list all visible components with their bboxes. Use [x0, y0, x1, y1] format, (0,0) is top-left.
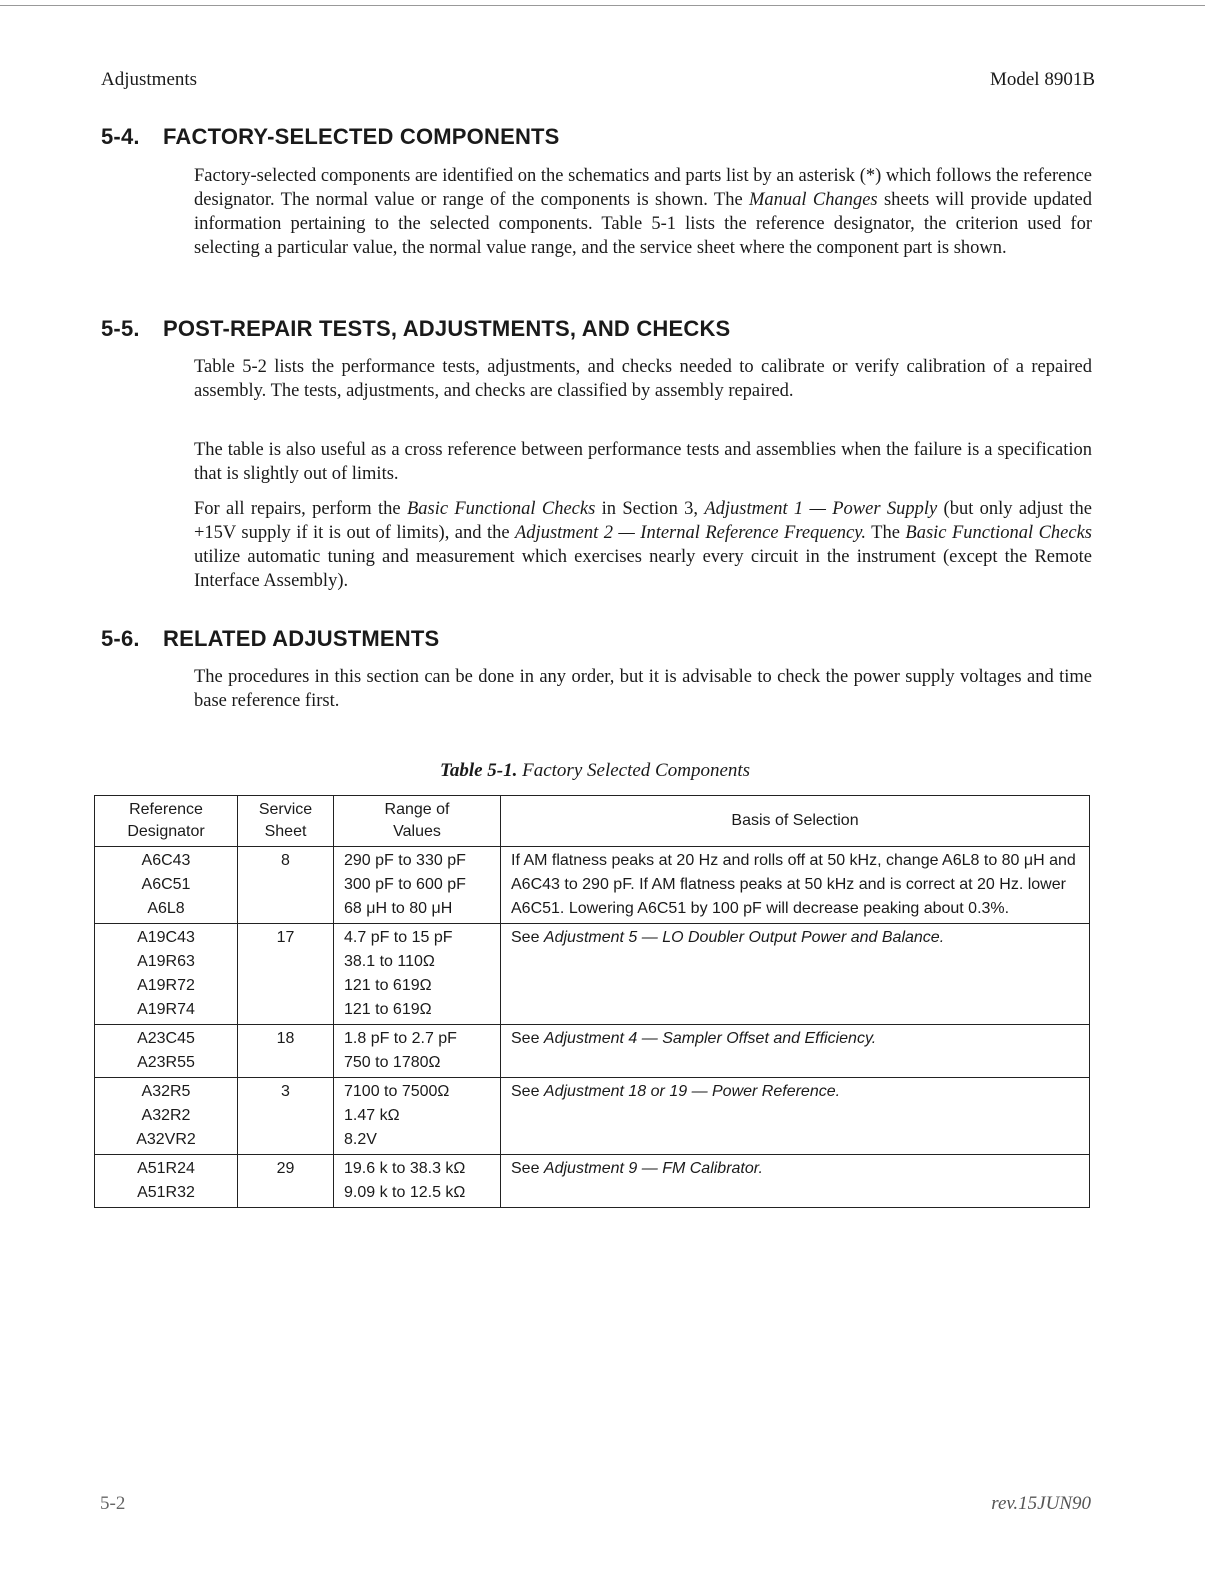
service-sheet: 29: [276, 1160, 295, 1177]
text-run: utilize automatic tuning and measurement which exercises nearly every circuit in the instrument (except the Remote Interface Assembly).: [194, 547, 1092, 591]
range-value: 19.6 k to 38.3 kΩ: [344, 1160, 466, 1177]
paragraph: [194, 355, 1092, 403]
table-caption-label: Table 5-1.: [439, 760, 518, 781]
range-of-values-cell: [334, 924, 501, 1025]
revision-date: rev.15JUN90: [991, 1493, 1091, 1514]
header-line: Range of: [384, 801, 450, 818]
service-sheet-cell: [238, 847, 334, 924]
reference-designator: A32R5: [141, 1083, 191, 1100]
range-value: 68 μH to 80 μH: [344, 900, 453, 917]
italic-text-run: Adjustment 9 — FM Calibrator.: [543, 1160, 763, 1177]
header-reference-designator: [95, 796, 238, 847]
basis-of-selection-cell: [501, 1155, 1090, 1208]
text-run: For all repairs, perform the: [194, 499, 407, 519]
text-run: See: [511, 1030, 544, 1047]
paragraph: [194, 497, 1092, 593]
reference-designator: A19C43: [137, 929, 195, 946]
italic-text-run: Adjustment 1 — Power Supply: [704, 499, 938, 519]
text-run: (but only adjust the +15V supply if it is out of limits), and the: [194, 499, 1092, 543]
reference-designator: A19R72: [137, 977, 195, 994]
service-sheet: 8: [281, 852, 290, 869]
text-run: The procedures in this section can be done in any order, but it is advisable to check the power supply voltages and time base reference first.: [194, 667, 1092, 711]
header-line: Reference: [129, 801, 203, 818]
reference-designator: A6L8: [147, 900, 185, 917]
italic-text-run: Basic Functional Checks: [905, 523, 1092, 543]
header-basis-of-selection: Basis of Selection: [501, 796, 1090, 847]
header-line: Values: [393, 823, 441, 840]
reference-designator-cell: [95, 847, 238, 924]
service-sheet: 3: [281, 1083, 290, 1100]
range-value: 750 to 1780Ω: [344, 1054, 441, 1071]
section-number: 5-5.: [101, 316, 140, 341]
service-sheet: 17: [276, 929, 295, 946]
reference-designator: A19R74: [137, 1001, 195, 1018]
table-caption-text: Factory Selected Components: [522, 760, 751, 781]
table-row: [95, 1078, 1090, 1155]
range-of-values-cell: [334, 1078, 501, 1155]
italic-text-run: Adjustment 4 — Sampler Offset and Efficiency.: [543, 1030, 877, 1047]
running-header-section: Adjustments: [101, 69, 198, 90]
text-run: See: [511, 1160, 544, 1177]
reference-designator: A51R32: [137, 1184, 195, 1201]
page-number: 5-2: [100, 1493, 126, 1514]
range-of-values-cell: [334, 1025, 501, 1078]
range-value: 121 to 619Ω: [344, 1001, 432, 1018]
header-range-of-values: [334, 796, 501, 847]
service-sheet: 18: [276, 1030, 295, 1047]
top-rule: [0, 5, 1205, 6]
section-title: FACTORY-SELECTED COMPONENTS: [163, 124, 560, 149]
service-sheet-cell: [238, 1025, 334, 1078]
text-run: See: [511, 929, 544, 946]
reference-designator-cell: [95, 924, 238, 1025]
table-row: [95, 1155, 1090, 1208]
running-header-model: Model 8901B: [989, 69, 1095, 90]
section-title: POST-REPAIR TESTS, ADJUSTMENTS, AND CHECKS: [163, 316, 731, 341]
italic-text-run: Manual Changes: [749, 190, 878, 210]
reference-designator-cell: [95, 1078, 238, 1155]
range-value: 300 pF to 600 pF: [344, 876, 466, 893]
basis-of-selection-cell: [501, 1078, 1090, 1155]
range-value: 1.47 kΩ: [344, 1107, 400, 1124]
header-service-sheet: [238, 796, 334, 847]
range-value: 38.1 to 110Ω: [344, 953, 435, 970]
factory-selected-components-table: [94, 795, 1090, 1208]
table-row: [95, 1025, 1090, 1078]
paragraph: [194, 438, 1092, 486]
range-of-values-cell: [334, 847, 501, 924]
header-line: Designator: [127, 823, 205, 840]
text-run: sheets will provide updated information pertaining to the selected components. Table 5-1 lists the reference designator, the criterion used for selecting a particular value, the normal value range, and the service sheet where the component part is shown.: [194, 190, 1092, 258]
range-value: 1.8 pF to 2.7 pF: [344, 1030, 457, 1047]
italic-text-run: Adjustment 5 — LO Doubler Output Power and Balance.: [543, 929, 945, 946]
service-sheet-cell: [238, 1078, 334, 1155]
table-caption: [0, 760, 1190, 782]
paragraph: [194, 164, 1092, 260]
table-body: [95, 847, 1090, 1208]
text-run: The table is also useful as a cross reference between performance tests and assemblies when the failure is a specification that is slightly out of limits.: [194, 440, 1092, 484]
reference-designator-cell: [95, 1025, 238, 1078]
text-run: Table 5-2 lists the performance tests, adjustments, and checks needed to calibrate or verify calibration of a repaired assembly. The tests, adjustments, and checks are classified by assembly repaired.: [194, 357, 1092, 401]
italic-text-run: Adjustment 2 — Internal Reference Frequency.: [515, 523, 867, 543]
section-heading-5-5: [101, 316, 730, 342]
text-run: in Section 3,: [595, 499, 705, 519]
table-row: [95, 847, 1090, 924]
reference-designator: A23R55: [137, 1054, 195, 1071]
section-number: 5-4.: [101, 124, 140, 149]
italic-text-run: Basic Functional Checks: [406, 499, 596, 519]
range-value: 290 pF to 330 pF: [344, 852, 466, 869]
reference-designator-cell: [95, 1155, 238, 1208]
header-line: Sheet: [264, 823, 307, 840]
range-of-values-cell: [334, 1155, 501, 1208]
header-line: Service: [258, 801, 313, 818]
reference-designator: A6C51: [141, 876, 191, 893]
section-number: 5-6.: [101, 626, 140, 651]
service-sheet-cell: [238, 924, 334, 1025]
section-heading-5-6: [101, 626, 439, 652]
reference-designator: A23C45: [137, 1030, 195, 1047]
basis-of-selection-cell: [501, 847, 1090, 924]
table-row: [95, 924, 1090, 1025]
text-run: The: [866, 523, 906, 543]
section-heading-5-4: [101, 124, 560, 150]
table-header-row: [95, 796, 1090, 847]
range-value: 9.09 k to 12.5 kΩ: [344, 1184, 466, 1201]
reference-designator: A32VR2: [136, 1131, 196, 1148]
range-value: 7100 to 7500Ω: [344, 1083, 450, 1100]
range-value: 4.7 pF to 15 pF: [344, 929, 453, 946]
reference-designator: A19R63: [137, 953, 195, 970]
section-title: RELATED ADJUSTMENTS: [163, 626, 440, 651]
basis-of-selection-cell: [501, 1025, 1090, 1078]
reference-designator: A32R2: [141, 1107, 191, 1124]
reference-designator: A51R24: [137, 1160, 195, 1177]
range-value: 8.2V: [344, 1131, 377, 1148]
range-value: 121 to 619Ω: [344, 977, 432, 994]
paragraph: [194, 665, 1092, 713]
text-run: See: [511, 1083, 544, 1100]
reference-designator: A6C43: [141, 852, 191, 869]
service-sheet-cell: [238, 1155, 334, 1208]
italic-text-run: Adjustment 18 or 19 — Power Reference.: [543, 1083, 841, 1100]
text-run: If AM flatness peaks at 20 Hz and rolls off at 50 kHz, change A6L8 to 80 μH and A6C43 to 290 pF. If AM flatness peaks at 50 kHz and is correct at 20 Hz. lower A6C51. Lowering A6C51 by 100 pF will decrease peaking about 0.3%.: [511, 852, 1076, 917]
text-run: Factory-selected components are identified on the schematics and parts list by an asterisk (*) which follows the reference designator. The normal value or range of the components is shown. The: [194, 166, 1092, 210]
basis-of-selection-cell: [501, 924, 1090, 1025]
